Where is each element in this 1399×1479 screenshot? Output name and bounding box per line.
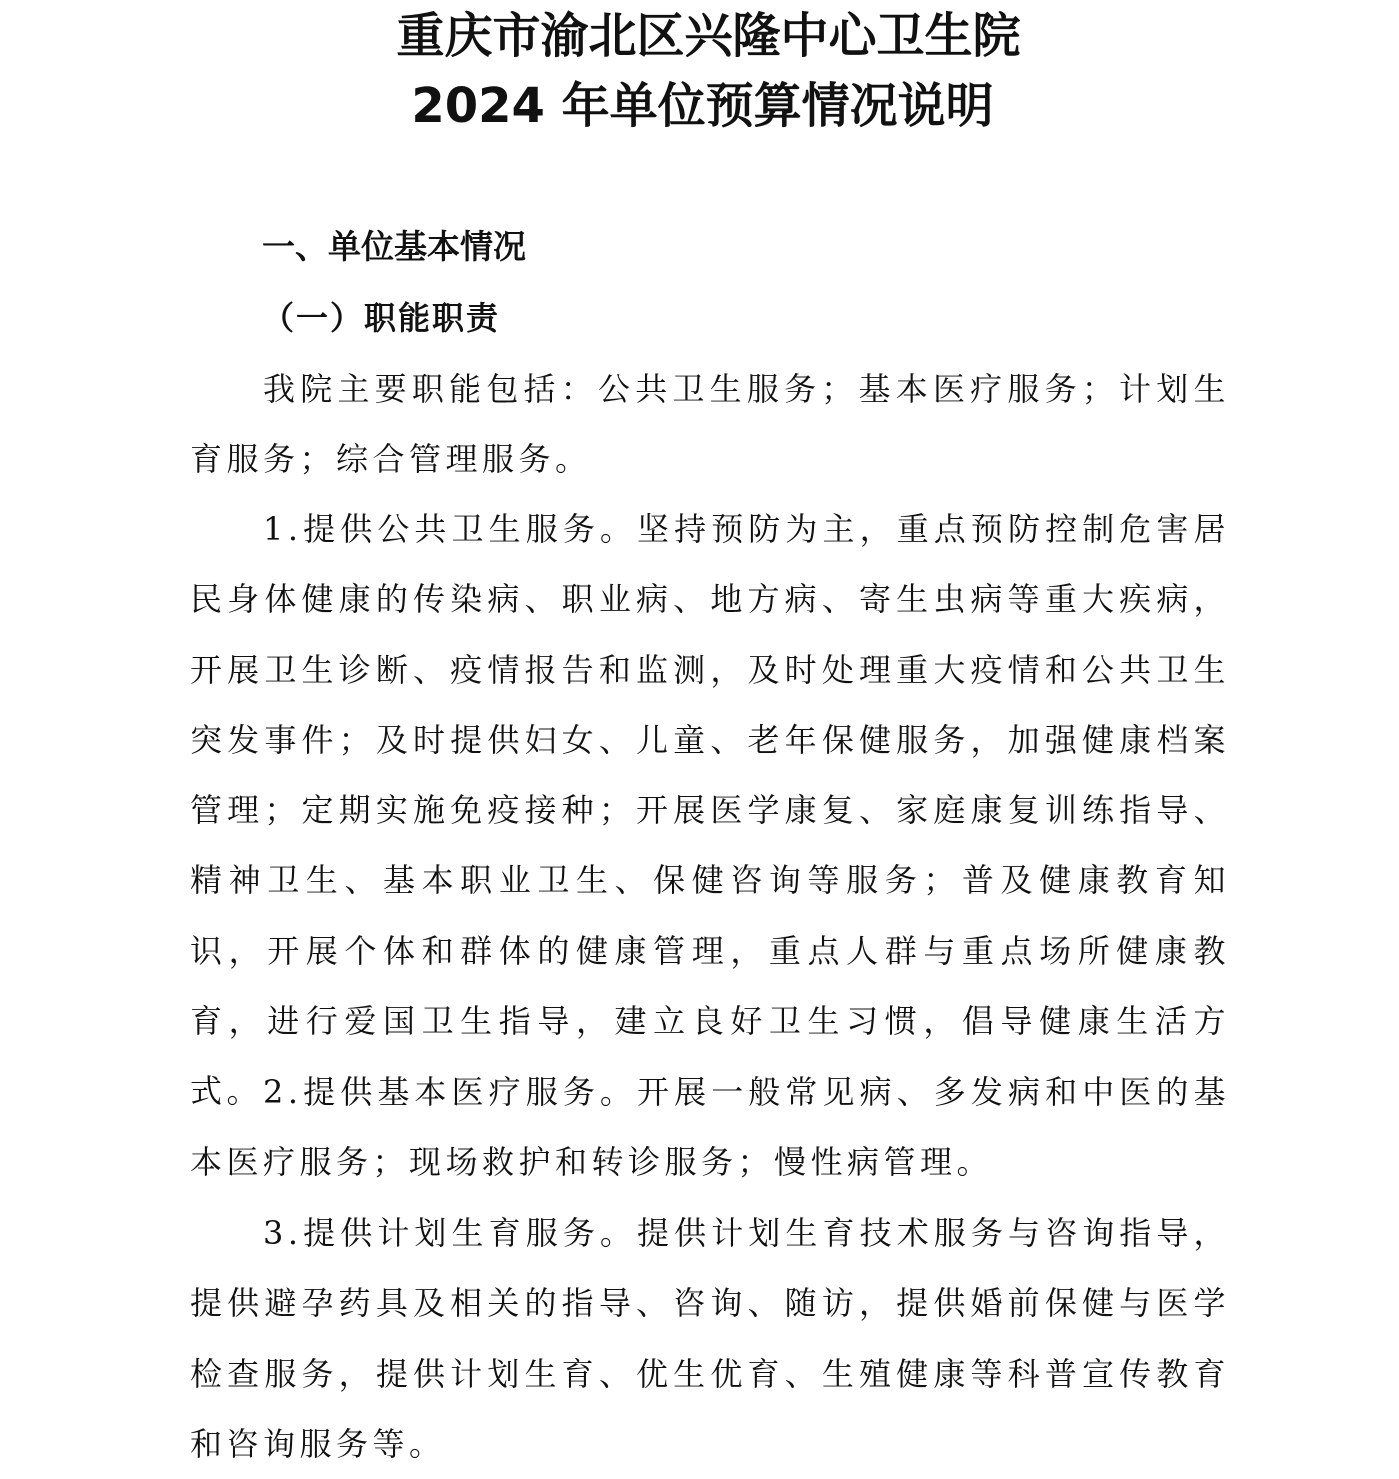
section-heading: 一、单位基本情况 — [262, 227, 526, 266]
paragraph-family-planning: 3.提供计划生育服务。提供计划生育技术服务与咨询指导，提供避孕药具及相关的指导、咨询、随访，提供婚前保健与医学检查服务，提供计划生育、优生优育、生殖健康等科普宣传教育和咨询服务等。 — [190, 1214, 1230, 1463]
subsection-heading: （一）职能职责 — [262, 299, 501, 337]
paragraph-basic-medical: 2.提供基本医疗服务。开展一般常见病、多发病和中医的基本医疗服务；现场救护和转诊服务；慢性病管理。 — [190, 1073, 1230, 1182]
paragraph-public-health: 1.提供公共卫生服务。坚持预防为主，重点预防控制危害居民身体健康的传染病、职业病、地方病、寄生虫病等重大疾病，开展卫生诊断、疫情报告和监测，及时处理重大疫情和公共卫生突发事件；及时提供妇女、儿童、老年保健服务，加强健康档案管理；定期实施免疫接种；开展医学康复、家庭康复训练指导、精神卫生、基本职业卫生、保健咨询等服务；普及健康教育知识，开展个体和群体的健康管理，重点人群与重点场所健康教育，进行爱国卫生指导，建立良好卫生习惯，倡导健康生活方式。 — [190, 510, 1230, 1111]
document-title-line-1: 重庆市渝北区兴隆中心卫生院 — [396, 8, 1021, 64]
paragraph-main-functions: 我院主要职能包括：公共卫生服务；基本医疗服务；计划生育服务；综合管理服务。 — [190, 370, 1230, 479]
document-title-line-2: 2024 年单位预算情况说明 — [411, 78, 994, 134]
